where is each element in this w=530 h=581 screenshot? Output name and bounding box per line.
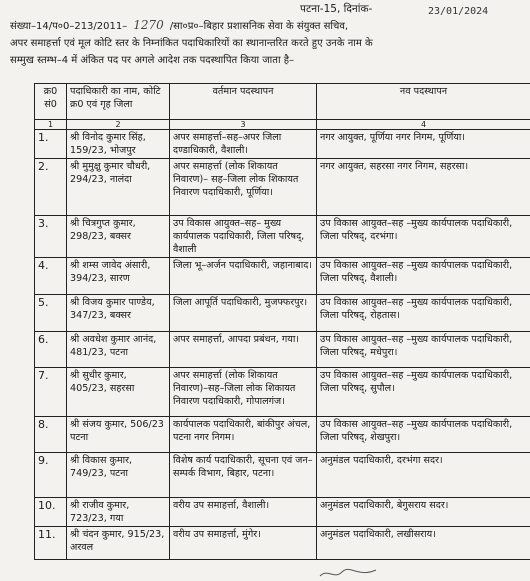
current-posting-cell: अपर समाहर्त्ता, आपदा प्रबंधन, गया। — [170, 332, 317, 368]
new-posting-cell: नगर आयुक्त, सहरसा नगर निगम, सहरसा। — [317, 159, 530, 216]
officer-cell: श्री सुधीर कुमार, 405/23, सहरसा — [67, 368, 170, 417]
order-text-line-3: सम्मुख स्तम्भ–4 में अंकित पद पर अगले आदेश तक पदस्थापित किया जाता है– — [10, 55, 295, 66]
serial-cell: 5. — [35, 295, 67, 332]
letter-reference-line — [10, 18, 522, 32]
current-posting-cell: जिला भू–अर्जन पदाधिकारी, जहानाबाद। — [170, 258, 317, 295]
new-posting-cell: उप विकास आयुक्त–सह –मुख्य कार्यपालक पदाधिकारी, जिला परिषद्, दरभंगा। — [317, 216, 530, 258]
officer-cell: श्री विजय कुमार पाण्डेय, 347/23, बक्सर — [67, 295, 170, 332]
current-posting-cell: वरीय उप समाहर्त्ता, मुंगेर। — [170, 527, 317, 560]
new-posting-cell: उप विकास आयुक्त–सह –मुख्य कार्यपालक पदाधिकारी, जिला परिषद्, वैशाली। — [317, 258, 530, 295]
serial-cell: 4. — [35, 258, 67, 295]
place-date-label: पटना-15, दिनांक- — [300, 3, 373, 15]
new-posting-cell: नगर आयुक्त, पूर्णिया नगर निगम, पूर्णिया। — [317, 130, 530, 159]
order-text-line-2: अपर समाहर्त्ता एवं मूल कोटि स्तर के निम्नांकित पदाधिकारियों का स्थानान्तरित करते हुए उनके नाम के — [10, 38, 373, 49]
current-posting-cell: विशेष कार्य पदाधिकारी, सूचना एवं जन–सम्पर्क विभाग, बिहार, पटना। — [170, 453, 317, 498]
table-row — [35, 332, 530, 368]
column-number: 3 — [170, 120, 317, 130]
header-officer: पदाधिकारी का नाम, कोटि क्र0 एवं गृह जिला — [67, 84, 170, 120]
current-posting-cell: अपर समाहर्त्ता (लोक शिकायत निवारण)– सह–जिला लोक शिकायत निवारण पदाधिकारी, पूर्णिया। — [170, 159, 317, 216]
serial-cell: 7. — [35, 368, 67, 417]
table-row — [35, 295, 530, 332]
current-posting-cell: उप विकास आयुक्त–सह– मुख्य कार्यपालक पदाधिकारी, जिला परिषद्, वैशाली — [170, 216, 317, 258]
serial-cell: 3. — [35, 216, 67, 258]
new-posting-cell: उप विकास आयुक्त–सह –मुख्य कार्यपालक पदाधिकारी, जिला परिषद्, मधेपुरा। — [317, 332, 530, 368]
current-posting-cell: जिला आपूर्ति पदाधिकारी, मुजफ्फरपुर। — [170, 295, 317, 332]
table-row — [35, 159, 530, 216]
handwritten-letter-number: 1270 — [133, 18, 164, 32]
table-row — [35, 527, 530, 560]
serial-cell: 11. — [35, 527, 67, 560]
new-posting-cell: उप विकास आयुक्त–सह –मुख्य कार्यपालक पदाधिकारी, जिला परिषद्, सुपौल। — [317, 368, 530, 417]
current-posting-cell: अपर समाहर्त्ता–सह–अपर जिला दण्डाधिकारी, वैशाली। — [170, 130, 317, 159]
table-header-row — [35, 84, 530, 120]
officer-cell: श्री राजीव कुमार, 723/23, गया — [67, 498, 170, 527]
officer-cell: श्री शम्स जावेद अंसारी, 394/23, सारण — [67, 258, 170, 295]
column-number: 1 — [35, 120, 67, 130]
officer-cell: श्री विकास कुमार, 749/23, पटना — [67, 453, 170, 498]
table-row — [35, 368, 530, 417]
table-row — [35, 498, 530, 527]
new-posting-cell: उप विकास आयुक्त–सह –मुख्य कार्यपालक पदाधिकारी, जिला परिषद्, शेखपुरा। — [317, 417, 530, 453]
current-posting-cell: अपर समाहर्त्ता (लोक शिकायत निवारण)–सह–जिला लोक शिकायत निवारण पदाधिकारी, गोपालगंज। — [170, 368, 317, 417]
serial-cell: 9. — [35, 453, 67, 498]
officer-cell: श्री चित्रगुप्त कुमार, 298/23, बक्सर — [67, 216, 170, 258]
header-current-posting: वर्तमान पदस्थापन — [170, 84, 317, 120]
table-row — [35, 258, 530, 295]
new-posting-cell: उप विकास आयुक्त–सह –मुख्य कार्यपालक पदाधिकारी, जिला परिषद्, रोहतास। — [317, 295, 530, 332]
officer-cell: श्री अवधेश कुमार आनंद, 481/23, पटना — [67, 332, 170, 368]
table-row — [35, 130, 530, 159]
handwritten-date: 23/01/2024 — [428, 6, 489, 17]
current-posting-cell: कार्यपालक पदाधिकारी, बांकीपुर अंचल, पटना नगर निगम। — [170, 417, 317, 453]
column-number: 2 — [67, 120, 170, 130]
officer-cell: श्री मुमुक्षु कुमार चौधरी, 294/23, नालंदा — [67, 159, 170, 216]
serial-cell: 2. — [35, 159, 67, 216]
header-serial: क्र0 सं0 — [35, 84, 67, 120]
new-posting-cell: अनुमंडल पदाधिकारी, बेगुसराय सदर। — [317, 498, 530, 527]
letter-ref-prefix: संख्या–14/प०0–213/2011– — [10, 21, 128, 32]
serial-cell: 10. — [35, 498, 67, 527]
table-row — [35, 453, 530, 498]
serial-cell: 1. — [35, 130, 67, 159]
new-posting-cell: अनुमंडल पदाधिकारी, दरभंगा सदर। — [317, 453, 530, 498]
table-row — [35, 417, 530, 453]
signature-scribble — [318, 566, 378, 580]
header-new-posting: नव पदस्थापन — [317, 84, 530, 120]
serial-cell: 8. — [35, 417, 67, 453]
officer-cell: श्री संजय कुमार, 506/23 पटना — [67, 417, 170, 453]
serial-cell: 6. — [35, 332, 67, 368]
officer-cell: श्री चंदन कुमार, 915/23, अरवल — [67, 527, 170, 560]
column-number-row — [35, 120, 530, 130]
letterhead-place-date — [0, 2, 530, 18]
transfer-table — [34, 83, 530, 560]
current-posting-cell: वरीय उप समाहर्त्ता, वैशाली। — [170, 498, 317, 527]
officer-cell: श्री विनोद कुमार सिंह, 159/23, भोजपुर — [67, 130, 170, 159]
column-number: 4 — [317, 120, 530, 130]
letter-ref-suffix: /सा०प्र०–बिहार प्रशासनिक सेवा के संयुक्त सचिव, — [169, 21, 349, 32]
new-posting-cell: अनुमंडल पदाधिकारी, लखीसराय। — [317, 527, 530, 560]
table-row — [35, 216, 530, 258]
